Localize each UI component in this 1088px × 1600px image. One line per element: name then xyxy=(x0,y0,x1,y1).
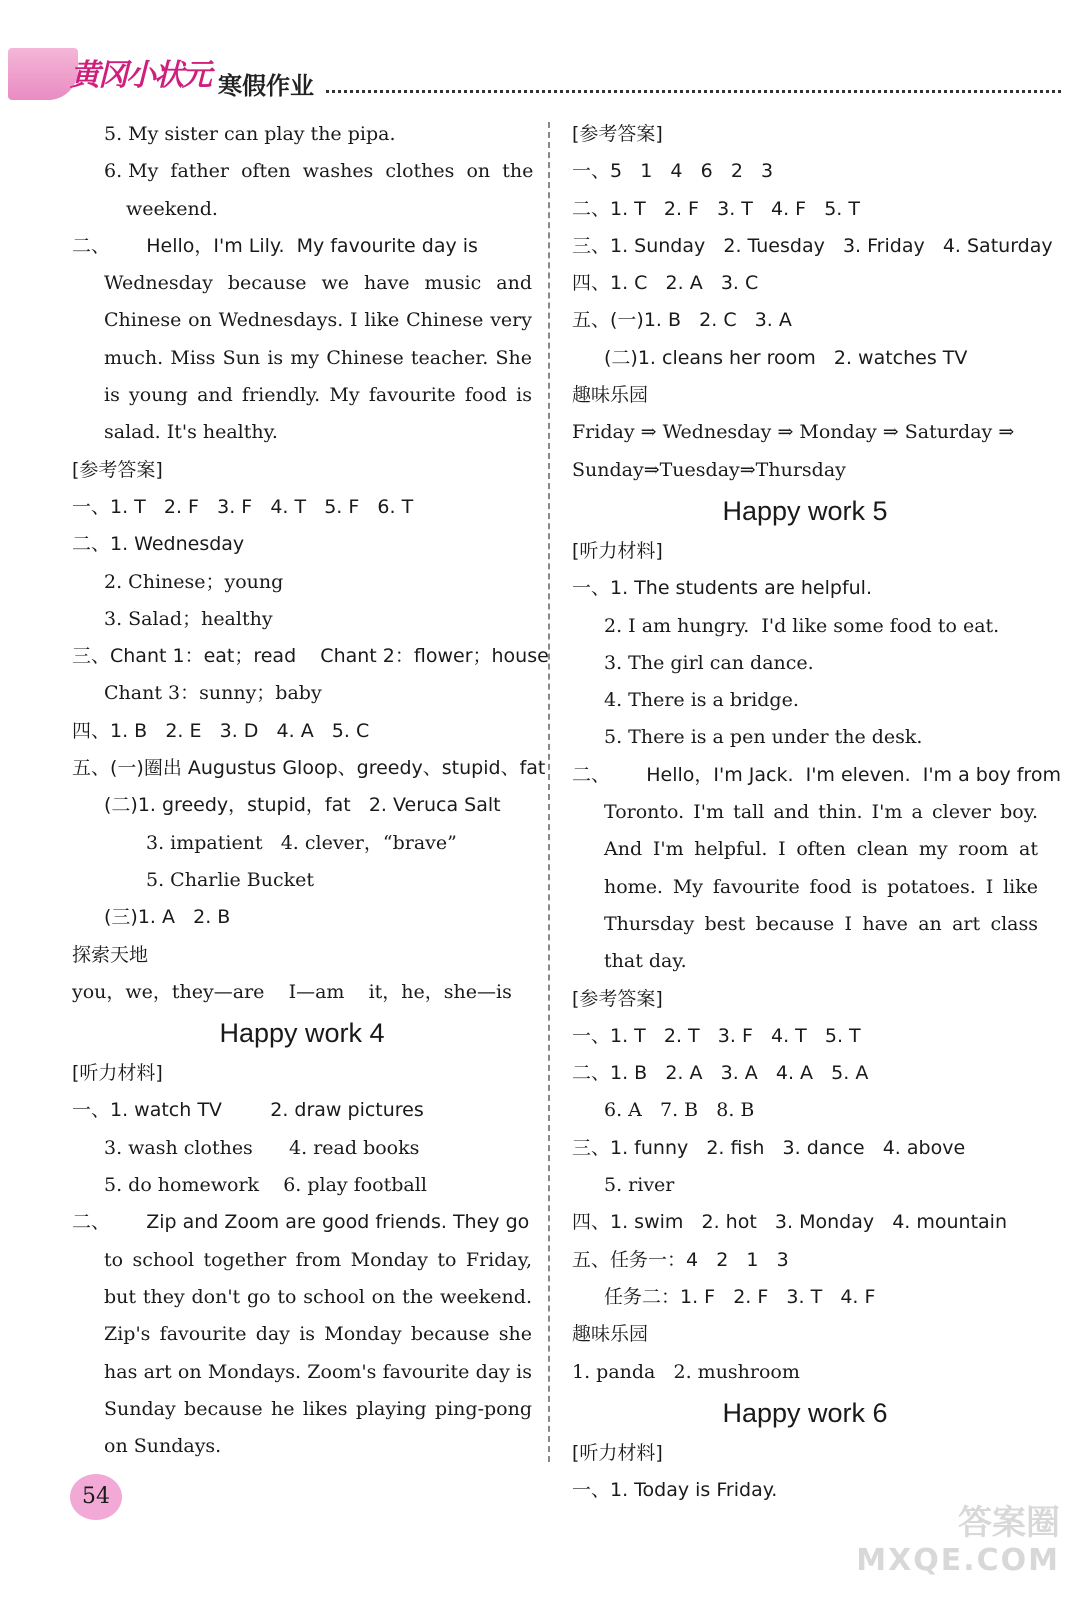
answer-line: 四、1. C 2. A 3. C xyxy=(572,272,759,295)
answer-line: (二)1. cleans her room 2. watches TV xyxy=(604,346,968,369)
unit-title: Happy work 5 xyxy=(722,495,888,526)
answer-line: 一、1. The students are helpful. xyxy=(572,577,873,600)
answer-line: 二、1. T 2. F 3. T 4. F 5. T xyxy=(572,197,860,220)
answer-line: 5. There is a pen under the desk. xyxy=(604,726,923,749)
answer-line: 五、(一)1. B 2. C 3. A xyxy=(572,309,792,332)
brand-logo: 黄冈小状元 xyxy=(70,58,210,93)
section-heading: [听力材料] xyxy=(72,1062,163,1085)
answer-line: 四、1. B 2. E 3. D 4. A 5. C xyxy=(72,719,370,742)
answer-line: 4. There is a bridge. xyxy=(604,689,799,712)
answer-line: Chant 3：sunny；baby xyxy=(104,682,322,705)
section-heading: 探索天地 xyxy=(72,943,149,966)
answer-line: Sunday⇒Tuesday⇒Thursday xyxy=(572,458,846,481)
answer-line: 任务二：1. F 2. F 3. T 4. F xyxy=(604,1285,876,1308)
watermark-line: 答案圈 xyxy=(958,1503,1060,1543)
left-column xyxy=(72,116,549,1465)
answer-line: 5. Charlie Bucket xyxy=(146,868,315,891)
answer-line: 3. wash clothes 4. read books xyxy=(104,1136,420,1159)
section-heading: [听力材料] xyxy=(572,539,663,562)
section-heading: 趣味乐园 xyxy=(572,1323,649,1346)
column-divider xyxy=(548,122,550,1462)
answer-line: 一、1. Today is Friday. xyxy=(572,1479,778,1502)
answer-line: 一、1. T 2. F 3. F 4. T 5. F 6. T xyxy=(72,495,414,518)
answer-line: 一、1. T 2. T 3. F 4. T 5. T xyxy=(572,1024,861,1047)
text-line: 6. My father often washes clothes on the xyxy=(104,160,534,183)
paragraph-first-line: 二、 Hello，I'm Jack. I'm eleven. I'm a boy from xyxy=(572,763,1061,786)
answer-line: you，we，they—are I—am it，he，she—is xyxy=(72,980,512,1003)
listening-paragraph: to school together from Monday to Friday, but they don't go to school on the weekend. Zip's favourite day is Monday because she has art on Mondays. Zoom's favourite day is Sunday because he likes playing ping-pong on Sundays. xyxy=(104,1248,532,1458)
header-dotted-rule xyxy=(326,90,1061,93)
section-heading: [参考答案] xyxy=(72,458,163,481)
answer-line: Friday ⇒ Wednesday ⇒ Monday ⇒ Saturday ⇒ xyxy=(572,421,1015,444)
answer-line: 三、1. Sunday 2. Tuesday 3. Friday 4. Saturday xyxy=(572,234,1053,257)
paragraph-first-line: 二、 Zip and Zoom are good friends. They go xyxy=(72,1211,530,1234)
answer-line: 三、1. funny 2. fish 3. dance 4. above xyxy=(572,1136,966,1159)
paragraph-first-line: 二、 Hello，I'm Lily. My favourite day is xyxy=(72,234,478,257)
answer-line: 一、1. watch TV 2. draw pictures xyxy=(72,1099,424,1122)
watermark xyxy=(856,1504,1060,1580)
answer-line: 6. A 7. B 8. B xyxy=(604,1099,755,1122)
header-subtitle: 寒假作业 xyxy=(218,72,314,100)
answer-line: (三)1. A 2. B xyxy=(104,906,231,929)
answer-line: 二、1. B 2. A 3. A 4. A 5. A xyxy=(572,1062,869,1085)
header-pink-band xyxy=(8,48,78,100)
answer-line: 1. panda 2. mushroom xyxy=(572,1360,800,1383)
section-heading: [听力材料] xyxy=(572,1441,663,1464)
text-line: weekend. xyxy=(126,197,218,220)
watermark-line: MXQE.COM xyxy=(856,1543,1060,1578)
answer-line: 3. Salad；healthy xyxy=(104,607,273,630)
unit-title: Happy work 6 xyxy=(722,1397,888,1428)
answer-line: 3. impatient 4. clever，“brave” xyxy=(146,831,457,854)
answer-line: 三、Chant 1：eat；read Chant 2：flower；house xyxy=(72,645,549,668)
answer-line: 二、1. Wednesday xyxy=(72,533,245,556)
answer-line: 2. Chinese；young xyxy=(104,570,284,593)
section-heading: 趣味乐园 xyxy=(572,384,649,407)
unit-title: Happy work 4 xyxy=(219,1018,385,1049)
page-number: 54 xyxy=(70,1474,122,1520)
answer-line: 一、5 1 4 6 2 3 xyxy=(572,160,774,183)
answer-line: 3. The girl can dance. xyxy=(604,651,814,674)
answer-line: 2. I am hungry. I'd like some food to eat. xyxy=(604,614,1000,637)
answer-line: 五、任务一：4 2 1 3 xyxy=(572,1248,789,1271)
section-heading: [参考答案] xyxy=(572,123,663,145)
answer-line: 5. river xyxy=(604,1174,675,1197)
text-line: 5. My sister can play the pipa. xyxy=(104,123,396,145)
answer-line: 5. do homework 6. play football xyxy=(104,1174,427,1197)
listening-paragraph: Toronto. I'm tall and thin. I'm a clever boy. And I'm helpful. I often clean my room at home. My favourite food is potatoes. I like Thursday best because I have an art class that day. xyxy=(604,801,1038,973)
section-heading: [参考答案] xyxy=(572,987,663,1010)
page-header xyxy=(0,40,1088,110)
answer-line: (二)1. greedy，stupid，fat 2. Veruca Salt xyxy=(104,794,501,817)
right-column xyxy=(572,116,1061,1509)
answer-line: 四、1. swim 2. hot 3. Monday 4. mountain xyxy=(572,1211,1008,1234)
listening-paragraph: Wednesday because we have music and Chinese on Wednesdays. I like Chinese very much. Miss Sun is my Chinese teacher. She is young and friendly. My favourite food is salad. It's healthy. xyxy=(104,272,532,444)
answer-line: 五、(一)圈出 Augustus Gloop、greedy、stupid、fat xyxy=(72,757,546,780)
